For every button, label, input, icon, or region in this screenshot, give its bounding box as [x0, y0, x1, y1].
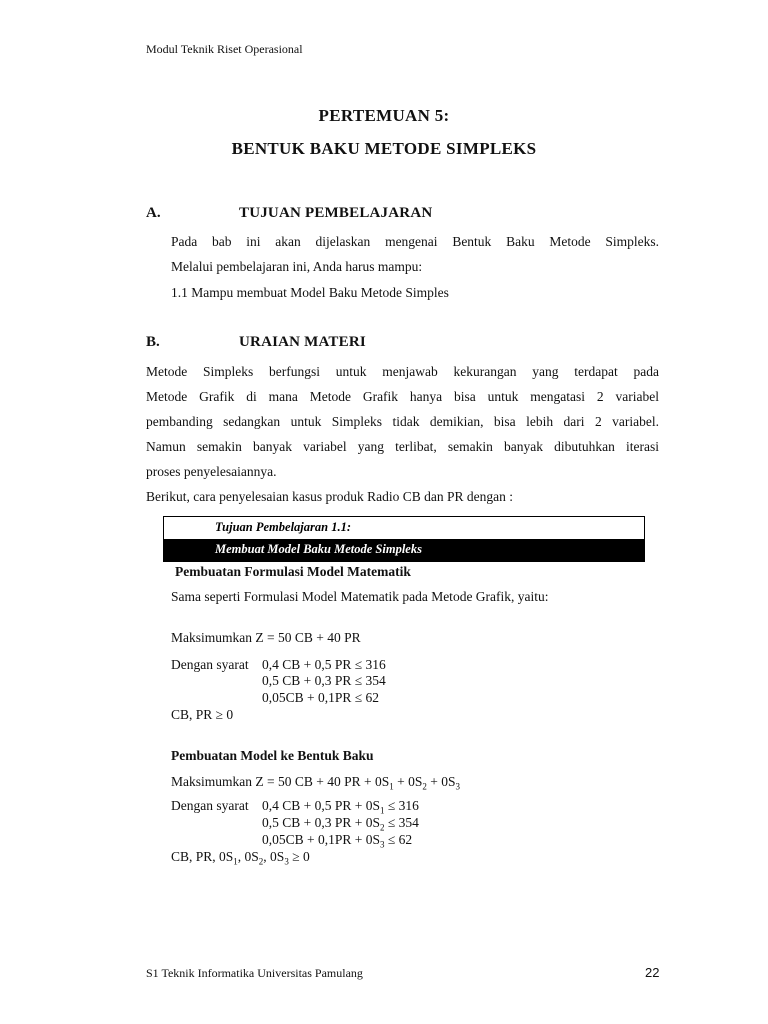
section-b-para-line-4: Namun semakin banyak variabel yang terlibat, semakin banyak dibutuhkan iterasi: [146, 439, 659, 454]
standard-form-constraint-1: 0,4 CB + 0,5 PR + $0S_1 \le 316$: [262, 798, 419, 816]
running-header: Modul Teknik Riset Operasional: [146, 42, 303, 56]
formulation-constraint-1: 0,4 CB + 0,5 PR ≤ 316: [262, 657, 386, 672]
standard-form-constraint-label: Dengan syarat: [171, 798, 249, 813]
formulation-nonnegativity: CB, PR ≥ 0: [171, 707, 234, 722]
standard-form-constraint-3: $0,05CB + 0,1PR + 0S_3 \le 62$: [262, 832, 413, 850]
standard-form-nonnegativity: CB, PR, $0S_1$, $0S_2$, $0S_3 \ge 0$: [171, 849, 310, 867]
page-subtitle: BENTUK BAKU METODE SIMPLEKS: [231, 139, 537, 158]
formulation-constraint-3: 0,05CB + 0,1PR ≤ 62: [262, 690, 380, 705]
objective-box-label: Tujuan Pembelajaran 1.1:: [215, 520, 352, 534]
section-a-letter: A.: [146, 205, 161, 221]
standard-form-objective: Maksimumkan Z = 50 CB + 40 PR + $0S_1 + 0S_2 + 0S_3$: [171, 774, 460, 792]
formulation-constraint-label: Dengan syarat: [171, 657, 249, 672]
standard-form-heading: Pembuatan Model ke Bentuk Baku: [171, 748, 374, 763]
page-number: 22: [645, 965, 660, 980]
section-b-para-line-2: Metode Grafik di mana Metode Grafik hanya bisa untuk mengatasi 2 variabel: [146, 389, 659, 404]
footer-institution: S1 Teknik Informatika Universitas Pamulang: [146, 966, 363, 980]
standard-form-constraint-2: 0,5 CB + 0,3 PR + $0S_2 \le 354$: [262, 815, 419, 833]
section-b-para-line-5: proses penyelesaiannya.: [146, 464, 277, 479]
section-b-letter: B.: [146, 334, 160, 350]
section-b-para-line-3: pembanding sedangkan untuk Simpleks tidak demikian, bisa lebih dari 2 variabel.: [146, 414, 659, 429]
learning-objective-box: [163, 516, 645, 562]
objective-item-1: 1.1 Mampu membuat Model Baku Metode Simples: [171, 285, 449, 300]
formulation-objective: Maksimumkan Z = 50 CB + 40 PR: [171, 630, 361, 645]
section-b-para-line-1: Metode Simpleks berfungsi untuk menjawab kekurangan yang terdapat pada: [146, 364, 659, 379]
formulation-constraint-2: 0,5 CB + 0,3 PR ≤ 354: [262, 673, 386, 688]
section-b-intro-line: Berikut, cara penyelesaian kasus produk Radio CB dan PR dengan :: [146, 489, 514, 504]
section-a-para-line-2: Melalui pembelajaran ini, Anda harus mampu:: [171, 259, 423, 274]
objective-box-header: [164, 517, 644, 539]
section-b-heading: URAIAN MATERI: [239, 334, 366, 350]
objective-box-text: Membuat Model Baku Metode Simpleks: [215, 542, 422, 556]
formulation-intro: Sama seperti Formulasi Model Matematik pada Metode Grafik, yaitu:: [171, 589, 549, 604]
section-a-heading: TUJUAN PEMBELAJARAN: [239, 205, 433, 221]
page-title: PERTEMUAN 5:: [318, 106, 450, 125]
objective-box-bar: [164, 539, 644, 562]
formulation-heading: Pembuatan Formulasi Model Matematik: [175, 564, 411, 579]
section-a-para-line-1: Pada bab ini akan dijelaskan mengenai Bentuk Baku Metode Simpleks.: [171, 234, 659, 249]
